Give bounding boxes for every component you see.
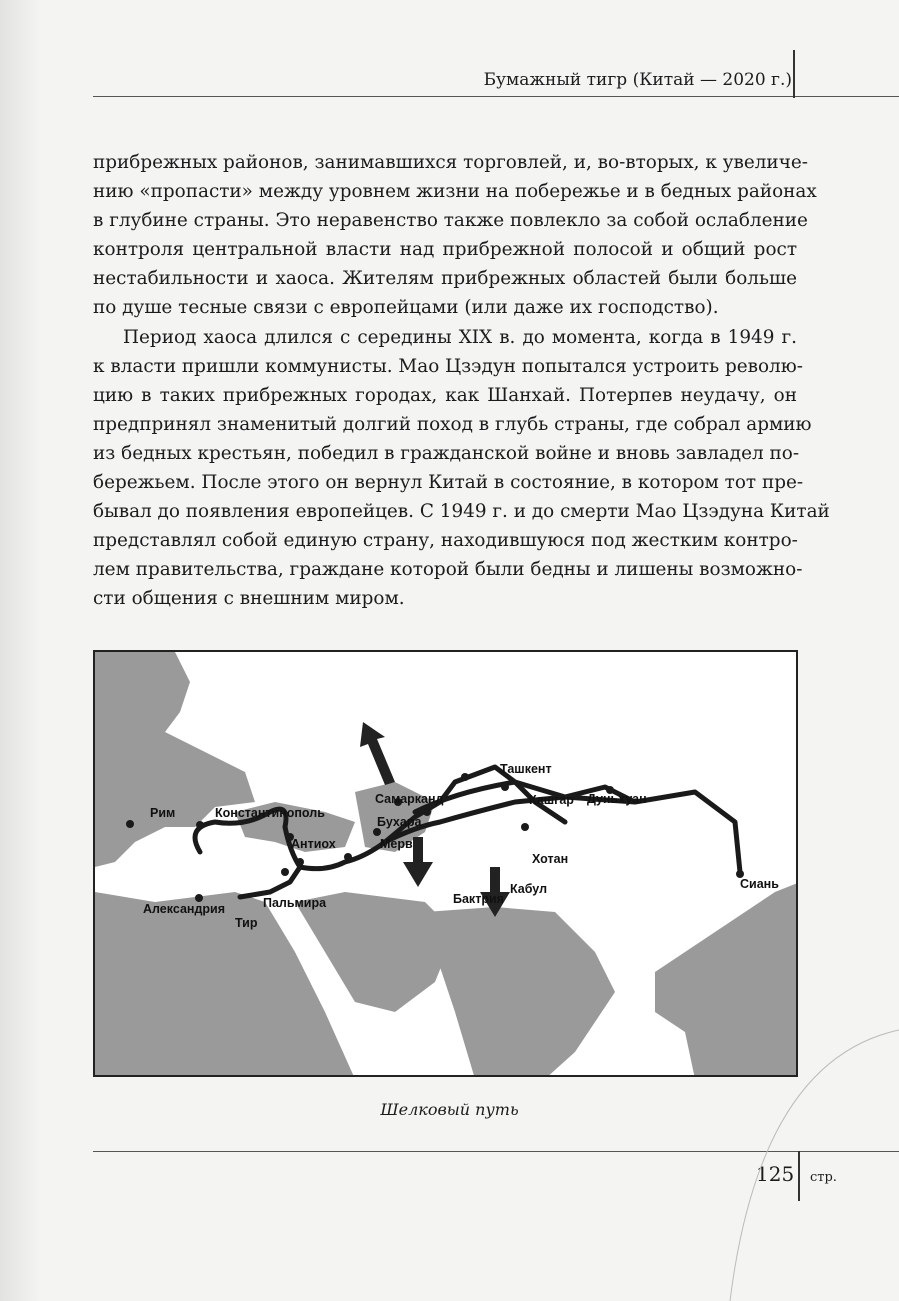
text-line: в глубине страны. Это неравенство также повлекло за собой ослабление — [93, 210, 808, 231]
map-label-constantinople: Константинополь — [215, 806, 325, 820]
arrow-north-icon — [360, 722, 395, 785]
map-label-dunhuang: Дуньхуан — [587, 792, 647, 806]
text-line: контроля центральной власти над прибрежной полосой и общий рост — [93, 239, 797, 260]
text-line: бывал до появления европейцев. С 1949 г. и до смерти Мао Цзэдуна Китай — [93, 501, 830, 522]
page-curl-lines — [700, 1000, 899, 1301]
paragraph-2 — [93, 323, 830, 613]
text-line: бережьем. После этого он вернул Китай в состояние, в котором тот пре- — [93, 472, 804, 493]
map-label-kashgar: Кашгар — [529, 793, 574, 807]
body-text — [93, 148, 830, 613]
map-label-rome: Рим — [150, 806, 176, 820]
header-rule — [93, 96, 899, 97]
land-masses — [95, 652, 798, 1077]
map-label-tyre: Тир — [235, 916, 258, 930]
header-vertical-rule — [793, 50, 795, 98]
map-label-bactria: Бактрия — [453, 892, 504, 906]
text-line: нию «пропасти» между уровнем жизни на побережье и в бедных районах — [93, 181, 817, 202]
text-line: прибрежных районов, занимавшихся торговлей, и, во-вторых, к увеличе- — [93, 152, 808, 173]
text-line: из бедных крестьян, победил в гражданской войне и вновь завладел по- — [93, 443, 800, 464]
map-label-antioch: Антиох — [291, 837, 336, 851]
map-label-bukhara: Бухара — [377, 815, 422, 829]
paragraph-1 — [93, 148, 817, 322]
map-label-alexandria: Александрия — [143, 902, 226, 916]
text-line: предпринял знаменитый долгий поход в глубь страны, где собрал армию — [93, 414, 812, 435]
silk-road-map — [93, 650, 798, 1077]
running-header: Бумажный тигр (Китай — 2020 г.) — [483, 70, 792, 90]
map-label-xian: Сиань — [740, 877, 779, 891]
map-label-kabul: Кабул — [510, 882, 548, 896]
map-graphic — [95, 652, 798, 1077]
map-label-samarkand: Самарканд — [375, 792, 444, 806]
map-label-palmyra: Пальмира — [263, 896, 327, 910]
text-line: цию в таких прибрежных городах, как Шанхай. Потерпев неудачу, он — [93, 385, 797, 406]
map-label-tashkent: Ташкент — [500, 762, 552, 776]
caspian-region — [395, 652, 798, 712]
text-line: Период хаоса длился с середины XIX в. до момента, когда в 1949 г. — [123, 327, 797, 348]
europe-land — [95, 652, 255, 867]
text-line: нестабильности и хаоса. Жителям прибрежных областей были больше — [93, 268, 797, 289]
text-line: сти общения с внешним миром. — [93, 588, 405, 609]
page-number: 125 — [756, 1162, 795, 1186]
india-land — [425, 907, 615, 1077]
map-label-merv: Мерв — [380, 837, 413, 851]
text-line: к власти пришли коммунисты. Мао Цзэдун попытался устроить револю- — [93, 356, 803, 377]
caption-text: Шелковый путь — [380, 1100, 519, 1119]
arabia-land — [295, 892, 455, 1012]
text-line: лем правительства, граждане которой были бедны и лишены возможно- — [93, 559, 803, 580]
route-levant — [240, 867, 300, 897]
text-line: по душе тесные связи с европейцами (или даже их господство). — [93, 297, 719, 318]
text-line: представлял собой единую страну, находившуюся под жестким контро- — [93, 530, 798, 551]
page-suffix: стр. — [810, 1170, 837, 1185]
map-label-khotan: Хотан — [532, 852, 569, 866]
